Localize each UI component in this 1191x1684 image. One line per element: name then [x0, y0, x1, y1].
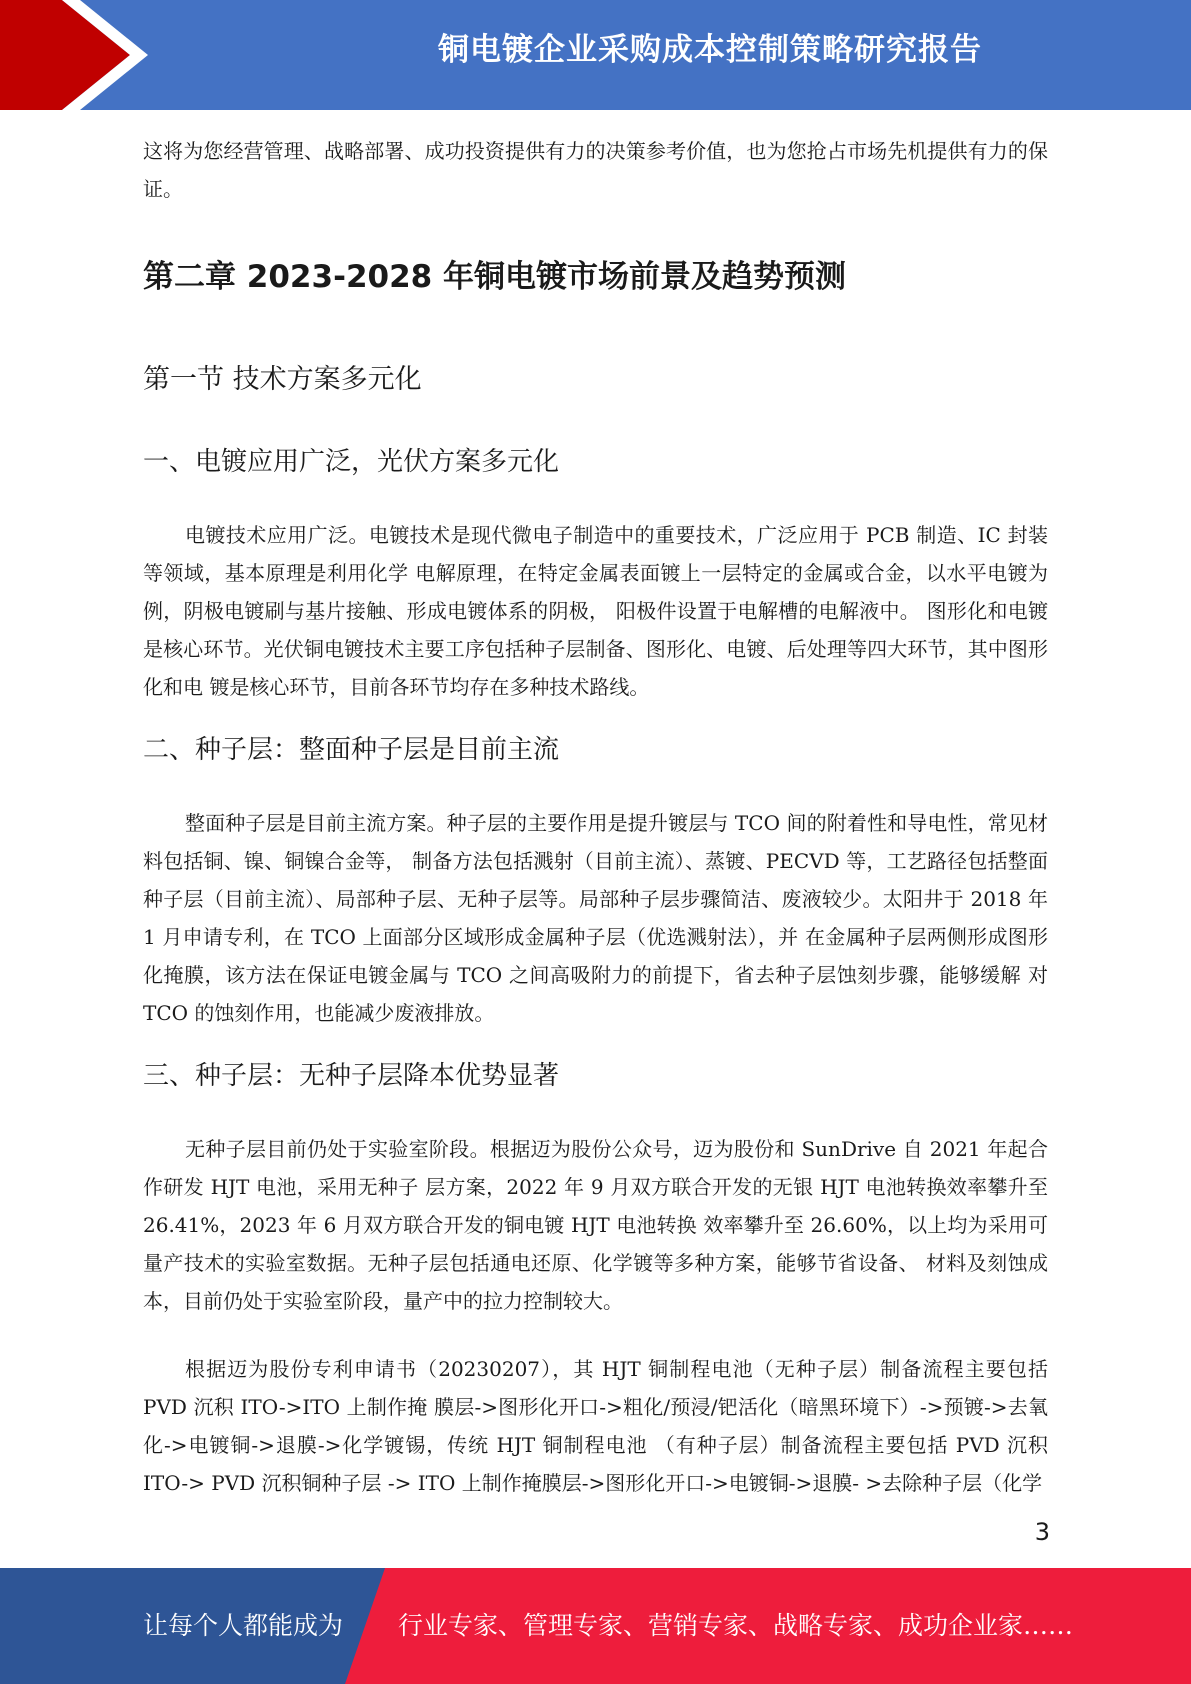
subsection-1-paragraph: 电镀技术应用广泛。电镀技术是现代微电子制造中的重要技术，广泛应用于 PCB 制造、IC 封装等领域，基本原理是利用化学 电解原理，在特定金属表面镀上一层特定的金属或合金，以水平电镀为例，阴极电镀刷与基片接触、形成电镀体系的阴极， 阳极件设置于电解槽的电解液中。 图形化和电镀是核心环节。光伏铜电镀技术主要工序包括种子层制备、图形化、电镀、后处理等四大环节，其中图形化和电 镀是核心环节，目前各环节均存在多种技术路线。	[143, 523, 1048, 699]
subsection-3-title: 三、种子层：无种子层降本优势显著	[143, 1061, 560, 1091]
subsection-3-paragraph-1: 无种子层目前仍处于实验室阶段。根据迈为股份公众号，迈为股份和 SunDrive 自 2021 年起合作研发 HJT 电池，采用无种子 层方案，2022 年 9 月双方联合开发的无银 HJT 电池转换效率攀升至 26.41%，2023 年 6 月双方联合开发的铜电镀 HJT 电池转换 效率攀升至 26.60%，以上均为采用可量产技术的实验室数据。无种子层包括通电还原、化学镀等多种方案，能够节省设备、 材料及刻蚀成本，目前仍处于实验室阶段，量产中的拉力控制较大。	[143, 1137, 1048, 1313]
section-title: 第一节 技术方案多元化	[143, 364, 422, 395]
subsection-1-title: 一、电镀应用广泛，光伏方案多元化	[143, 447, 560, 477]
chapter-title: 第二章 2023-2028 年铜电镀市场前景及趋势预测	[143, 259, 847, 295]
report-title: 铜电镀企业采购成本控制策略研究报告	[438, 32, 982, 68]
subsection-3-paragraph-2: 根据迈为股份专利申请书（20230207），其 HJT 铜制程电池（无种子层）制备流程主要包括 PVD 沉积 ITO->ITO 上制作掩 膜层->图形化开口->粗化/预浸/钯活化（暗黑环境下）->预镀->去氧化->电镀铜->退膜->化学镀锡，传统 HJT 铜制程电池 （有种子层）制备流程主要包括 PVD 沉积 ITO-> PVD 沉积铜种子层 -> ITO 上制作掩膜层->图形化开口->电镀铜->退膜- >去除种子层（化学	[143, 1357, 1048, 1495]
subsection-2-paragraph: 整面种子层是目前主流方案。种子层的主要作用是提升镀层与 TCO 间的附着性和导电性，常见材料包括铜、镍、铜镍合金等， 制备方法包括溅射（目前主流）、蒸镀、PECVD 等，工艺路径包括整面种子层（目前主流）、局部种子层、无种子层等。局部种子层步骤简洁、废液较少。太阳井于 2018 年 1 月申请专利，在 TCO 上面部分区域形成金属种子层（优选溅射法），并 在金属种子层两侧形成图形化掩膜，该方法在保证电镀金属与 TCO 之间高吸附力的前提下，省去种子层蚀刻步骤，能够缓解 对 TCO 的蚀刻作用，也能减少废液排放。	[143, 811, 1048, 1025]
subsection-2-title: 二、种子层：整面种子层是目前主流	[143, 735, 560, 765]
intro-paragraph: 这将为您经营管理、战略部署、成功投资提供有力的决策参考价值，也为您抢占市场先机提供有力的保证。	[143, 139, 1048, 201]
page-content	[143, 132, 1048, 1502]
page-footer	[0, 1568, 1191, 1684]
footer-slogan-left: 让每个人都能成为	[143, 1611, 344, 1640]
page-number: 3	[1034, 1518, 1050, 1546]
footer-slogan-right: 行业专家、管理专家、营销专家、战略专家、成功企业家……	[398, 1611, 1074, 1640]
page-header	[0, 0, 1191, 110]
header-arrow-decoration	[0, 0, 300, 110]
